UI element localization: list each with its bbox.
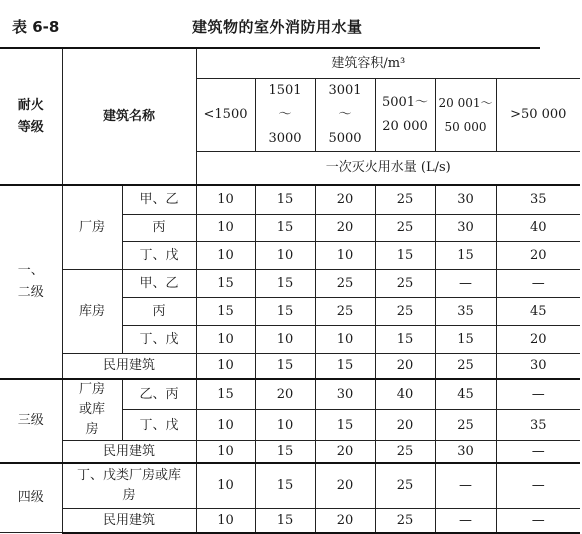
ding-wu-factory-or-warehouse: 丁、戊类厂房或库房 [62, 463, 196, 509]
value-cell: 20 [375, 410, 435, 441]
value-cell: 30 [315, 379, 375, 410]
value-cell: 25 [375, 269, 435, 297]
value-cell: 25 [375, 185, 435, 214]
value-cell: 15 [196, 379, 255, 410]
civil-building: 民用建筑 [62, 509, 196, 533]
value-cell: 25 [375, 463, 435, 509]
subtype: 丙 [122, 297, 196, 325]
value-cell: 30 [496, 353, 580, 379]
volume-range: >50 000 [496, 78, 580, 151]
value-cell: 35 [435, 297, 496, 325]
value-cell: 30 [435, 441, 496, 463]
volume-range: 3001～5000 [315, 78, 375, 151]
value-cell: 10 [255, 410, 315, 441]
value-cell: 10 [255, 241, 315, 269]
value-cell: — [435, 463, 496, 509]
value-cell: 20 [496, 241, 580, 269]
value-cell: — [496, 269, 580, 297]
value-cell: 10 [196, 325, 255, 353]
value-cell: 35 [496, 410, 580, 441]
value-cell: 20 [315, 214, 375, 241]
value-cell: 20 [255, 379, 315, 410]
value-cell: 15 [255, 269, 315, 297]
value-cell: 30 [435, 214, 496, 241]
volume-range: 1501～3000 [255, 78, 315, 151]
value-cell: 25 [315, 297, 375, 325]
subtype: 丁、戊 [122, 241, 196, 269]
subtype: 丙 [122, 214, 196, 241]
subtype: 甲、乙 [122, 269, 196, 297]
civil-building: 民用建筑 [62, 441, 196, 463]
table-caption [0, 0, 582, 44]
group-fire-rating-1-2: 一、二级 [0, 185, 62, 379]
subtype: 乙、丙 [122, 379, 196, 410]
header-water-volume: 一次灭火用水量 (L/s) [196, 151, 580, 185]
value-cell: 25 [375, 297, 435, 325]
volume-range: 5001～20 000 [375, 78, 435, 151]
value-cell: 25 [375, 441, 435, 463]
value-cell: — [496, 441, 580, 463]
value-cell: 40 [375, 379, 435, 410]
value-cell: 10 [196, 441, 255, 463]
value-cell: 15 [315, 410, 375, 441]
value-cell: 25 [375, 509, 435, 533]
group-fire-rating-3: 三级 [0, 379, 62, 463]
value-cell: 40 [496, 214, 580, 241]
value-cell: 15 [255, 214, 315, 241]
value-cell: — [496, 379, 580, 410]
value-cell: 10 [196, 241, 255, 269]
value-cell: 15 [255, 441, 315, 463]
value-cell: 25 [435, 353, 496, 379]
value-cell: 15 [255, 353, 315, 379]
value-cell: 25 [435, 410, 496, 441]
value-cell: 25 [375, 214, 435, 241]
value-cell: 45 [435, 379, 496, 410]
subtype: 甲、乙 [122, 185, 196, 214]
value-cell: 15 [435, 325, 496, 353]
value-cell: 15 [375, 325, 435, 353]
subtype: 丁、戊 [122, 325, 196, 353]
header-building-name: 建筑名称 [62, 48, 196, 185]
value-cell: 10 [255, 325, 315, 353]
value-cell: 10 [196, 410, 255, 441]
value-cell: 35 [496, 185, 580, 214]
value-cell: 15 [196, 297, 255, 325]
fire-water-table [0, 47, 580, 534]
value-cell: 15 [196, 269, 255, 297]
value-cell: 15 [255, 185, 315, 214]
value-cell: 20 [375, 353, 435, 379]
value-cell: 10 [315, 325, 375, 353]
value-cell: 15 [375, 241, 435, 269]
value-cell: — [496, 509, 580, 533]
value-cell: 10 [315, 241, 375, 269]
value-cell: — [435, 269, 496, 297]
value-cell: 30 [435, 185, 496, 214]
group-warehouse: 库房 [62, 269, 122, 353]
group-fire-rating-4: 四级 [0, 463, 62, 533]
value-cell: 15 [255, 509, 315, 533]
value-cell: 20 [315, 441, 375, 463]
subtype: 丁、戊 [122, 410, 196, 441]
header-fire-rating: 耐火等级 [0, 48, 62, 185]
value-cell: 15 [435, 241, 496, 269]
value-cell: 10 [196, 463, 255, 509]
value-cell: — [435, 509, 496, 533]
value-cell: 10 [196, 185, 255, 214]
table-title: 建筑物的室外消防用水量 [192, 18, 363, 36]
value-cell: 15 [255, 297, 315, 325]
volume-range: <1500 [196, 78, 255, 151]
civil-building: 民用建筑 [62, 353, 196, 379]
value-cell: 10 [196, 353, 255, 379]
value-cell: — [496, 463, 580, 509]
value-cell: 20 [496, 325, 580, 353]
value-cell: 20 [315, 185, 375, 214]
value-cell: 15 [315, 353, 375, 379]
table-number: 表 6-8 [12, 18, 60, 36]
value-cell: 25 [315, 269, 375, 297]
group-factory-or-warehouse: 厂房或库房 [62, 379, 122, 441]
group-factory: 厂房 [62, 185, 122, 269]
value-cell: 45 [496, 297, 580, 325]
value-cell: 20 [315, 463, 375, 509]
value-cell: 20 [315, 509, 375, 533]
volume-range: 20 001～50 000 [435, 78, 496, 151]
value-cell: 10 [196, 509, 255, 533]
value-cell: 15 [255, 463, 315, 509]
header-volume: 建筑容积/m³ [196, 48, 540, 78]
value-cell: 10 [196, 214, 255, 241]
